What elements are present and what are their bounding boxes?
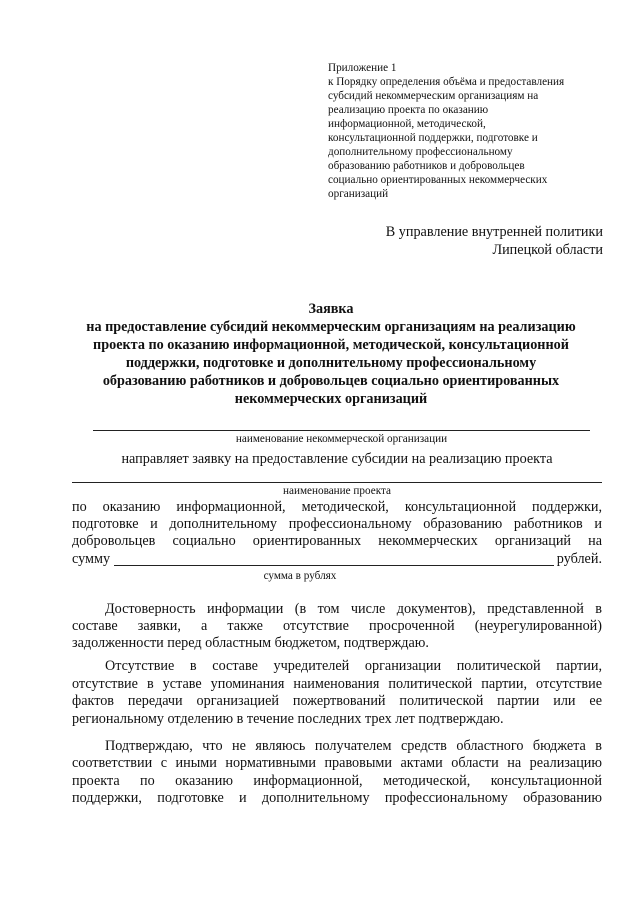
paragraph-line: Подтверждаю, что не являюсь получателем средств областного бюджета в [105,738,602,754]
paragraph-line: задолженности перед областным бюджетом, подтверждаю. [72,635,429,651]
paragraph-line: фактов передачи организацией пожертвований политической партии или ее [72,693,602,709]
paragraph-line: поддержки, подготовке и дополнительному профессиональному образованию [72,790,602,806]
title-line: на предоставление субсидий некоммерческим организациям на реализацию [86,319,576,335]
annex-line: к Порядку определения объёма и предоставления [328,76,565,88]
project-text-line: подготовке и дополнительному профессиональному образованию работников и [72,516,602,532]
project-name-caption: наименование проекта [283,485,391,497]
annex-line: дополнительному профессиональному [328,146,513,158]
document-title [60,300,602,408]
annex-line: консультационной поддержки, подготовке и [328,132,538,144]
title-heading: Заявка [308,301,354,317]
project-text-line: по оказанию информационной, методической, консультационной поддержки, [72,499,602,515]
addressee [386,224,603,259]
request-line: направляет заявку на предоставление субсидии на реализацию проекта [121,451,553,467]
sum-unit: рублей. [556,551,602,567]
sum-field [114,565,554,566]
paragraph-line: Достоверность информации (в том числе документов), представленной в [105,601,602,617]
addressee-line: В управление внутренней политики [385,224,603,240]
annex-line: образованию работников и добровольцев [328,160,525,172]
paragraph-line: Отсутствие в составе учредителей организации политической партии, [105,658,602,674]
sum-caption: сумма в рублях [263,570,337,582]
org-name-caption: наименование некоммерческой организации [235,433,448,445]
addressee-line: Липецкой области [492,241,603,258]
sum-label: сумму [72,551,111,567]
title-line: поддержки, подготовке и дополнительному профессиональному [125,355,537,371]
paragraph-line: соответствии с иными нормативными правовыми актами области на реализацию [72,755,602,771]
sum-row [72,551,602,569]
paragraph-line: региональному отделению в течение последних трех лет подтверждаю. [72,711,504,727]
annex-line: реализацию проекта по оказанию [328,104,489,116]
project-name-field [72,482,602,483]
paragraph-line: отсутствие в уставе упоминания наименования политической партии, отсутствие [72,676,602,692]
paragraph-line: проекта по оказанию информационной, методической, консультационной [72,773,602,789]
annex-line: Приложение 1 [328,62,397,74]
org-name-field [93,430,590,431]
annex-line: социально ориентированных некоммерческих [328,174,548,186]
annex-header [328,61,618,201]
annex-line: информационной, методической, [328,118,486,130]
paragraph-line: составе заявки, а также отсутствие просроченной (неурегулированной) [72,618,602,634]
title-line: некоммерческих организаций [234,391,428,407]
project-text-line: добровольцев социально ориентированных некоммерческих организаций на [72,533,602,549]
title-line: образованию работников и добровольцев социально ориентированных [102,373,560,389]
annex-line: субсидий некоммерческим организациям на [328,90,539,102]
annex-line: организаций [328,188,389,200]
title-line: проекта по оказанию информационной, методической, консультационной [93,337,569,353]
